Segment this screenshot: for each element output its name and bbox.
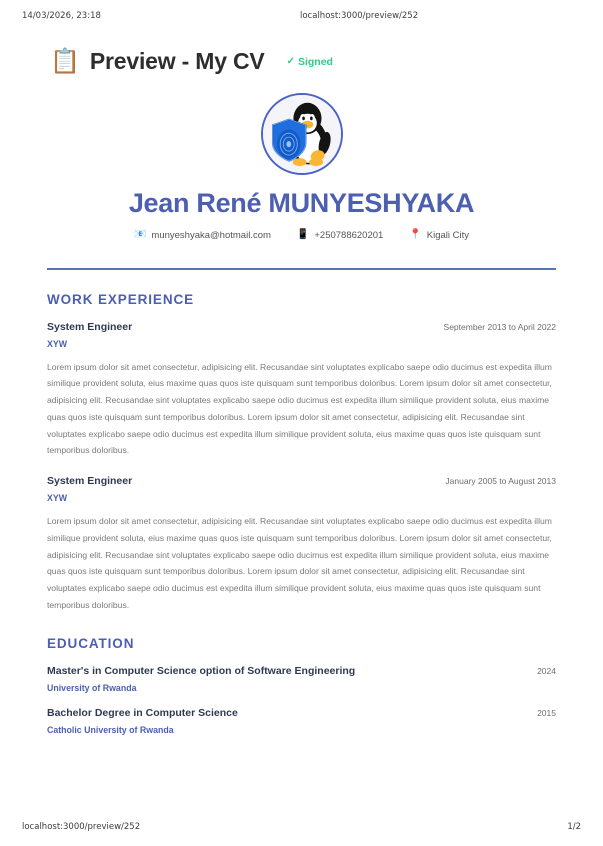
work-entry-date: September 2013 to April 2022 — [443, 321, 556, 332]
work-entry-company: XYW — [47, 493, 68, 504]
education-entry-head — [47, 707, 556, 719]
work-entry-description: Lorem ipsum dolor sit amet consectetur, adipisicing elit. Recusandae sint voluptates explicabo saepe odio ducimus est expedita illum similique provident soluta, eius maxime quas quos iste quisquam sunt temporibus doloribus. Lorem ipsum dolor sit amet consectetur, adipisicing elit. Recusandae sint voluptates explicabo saepe odio ducimus est expedita illum similique provident soluta, eius maxime quas quos iste quisquam sunt temporibus doloribus. Lorem ipsum dolor sit amet consectetur, adipisicing elit. Recusandae sint voluptates explicabo saepe odio ducimus est expedita illum similique provident soluta, eius maxime quas quos iste quisquam sunt temporibus doloribus. — [47, 361, 552, 456]
cv-contact-row — [47, 230, 556, 241]
education-entry-title: Bachelor Degree in Computer Science — [47, 706, 238, 719]
section-education — [47, 636, 556, 735]
email-icon: 📧 — [133, 229, 147, 241]
education-entry-school: Catholic University of Rwanda — [47, 724, 174, 735]
print-header-url: localhost:3000/preview/252 — [300, 11, 419, 21]
contact-location — [409, 230, 469, 241]
preview-page — [0, 34, 603, 806]
work-entry — [47, 321, 556, 460]
work-entry-date: January 2005 to August 2013 — [445, 476, 556, 487]
cv-identity — [47, 93, 556, 241]
section-divider — [47, 268, 556, 270]
browser-print-footer — [0, 806, 603, 846]
section-work-experience — [47, 292, 556, 614]
work-entry — [47, 475, 556, 614]
browser-print-header — [0, 0, 603, 34]
status-badge — [287, 56, 333, 68]
phone-icon: 📱 — [296, 229, 310, 241]
work-entry-company: XYW — [47, 338, 68, 349]
work-entry-title: System Engineer — [47, 320, 133, 333]
contact-email — [134, 230, 271, 241]
contact-phone — [297, 230, 383, 241]
contact-location-value: Kigali City — [426, 229, 470, 241]
tux-penguin-icon — [263, 95, 341, 173]
status-badge-label: Signed — [297, 55, 333, 68]
work-entry-description: Lorem ipsum dolor sit amet consectetur, adipisicing elit. Recusandae sint voluptates explicabo saepe odio ducimus est expedita illum similique provident soluta, eius maxime quas quos iste quisquam sunt temporibus doloribus. Lorem ipsum dolor sit amet consectetur, adipisicing elit. Recusandae sint voluptates explicabo saepe odio ducimus est expedita illum similique provident soluta, eius maxime quas quos iste quisquam sunt temporibus doloribus. Lorem ipsum dolor sit amet consectetur, adipisicing elit. Recusandae sint voluptates explicabo saepe odio ducimus est expedita illum similique provident soluta, eius maxime quas quos iste quisquam sunt temporibus doloribus. — [47, 516, 552, 610]
clipboard-icon: 📋 — [50, 47, 80, 75]
preview-title-row — [47, 34, 556, 75]
work-entry-head — [47, 475, 556, 487]
education-entry-date: 2024 — [537, 665, 556, 676]
avatar — [261, 93, 343, 175]
education-entry-head — [47, 665, 556, 677]
work-entry-head — [47, 321, 556, 333]
work-entry-title: System Engineer — [47, 475, 133, 488]
section-title-education: EDUCATION — [47, 635, 135, 651]
print-date-time: 14/03/2026, 23:18 — [22, 11, 101, 21]
education-entry — [47, 707, 556, 735]
cv-name: Jean René MUNYESHYAKA — [128, 188, 475, 218]
education-entry — [47, 665, 556, 693]
education-entry-date: 2015 — [537, 707, 556, 718]
education-entry-school: University of Rwanda — [47, 682, 137, 693]
education-entry-title: Master's in Computer Science option of Software Engineering — [47, 664, 356, 677]
contact-phone-value: +250788620201 — [314, 229, 384, 241]
section-title-work: WORK EXPERIENCE — [47, 291, 195, 307]
print-page-number: 1/2 — [567, 822, 581, 832]
location-icon: 📍 — [409, 229, 422, 241]
check-icon: ✓ — [286, 55, 295, 67]
print-footer-url: localhost:3000/preview/252 — [22, 822, 141, 832]
page-title: Preview - My CV — [89, 48, 265, 74]
contact-email-value: munyeshyaka@hotmail.com — [151, 229, 271, 241]
